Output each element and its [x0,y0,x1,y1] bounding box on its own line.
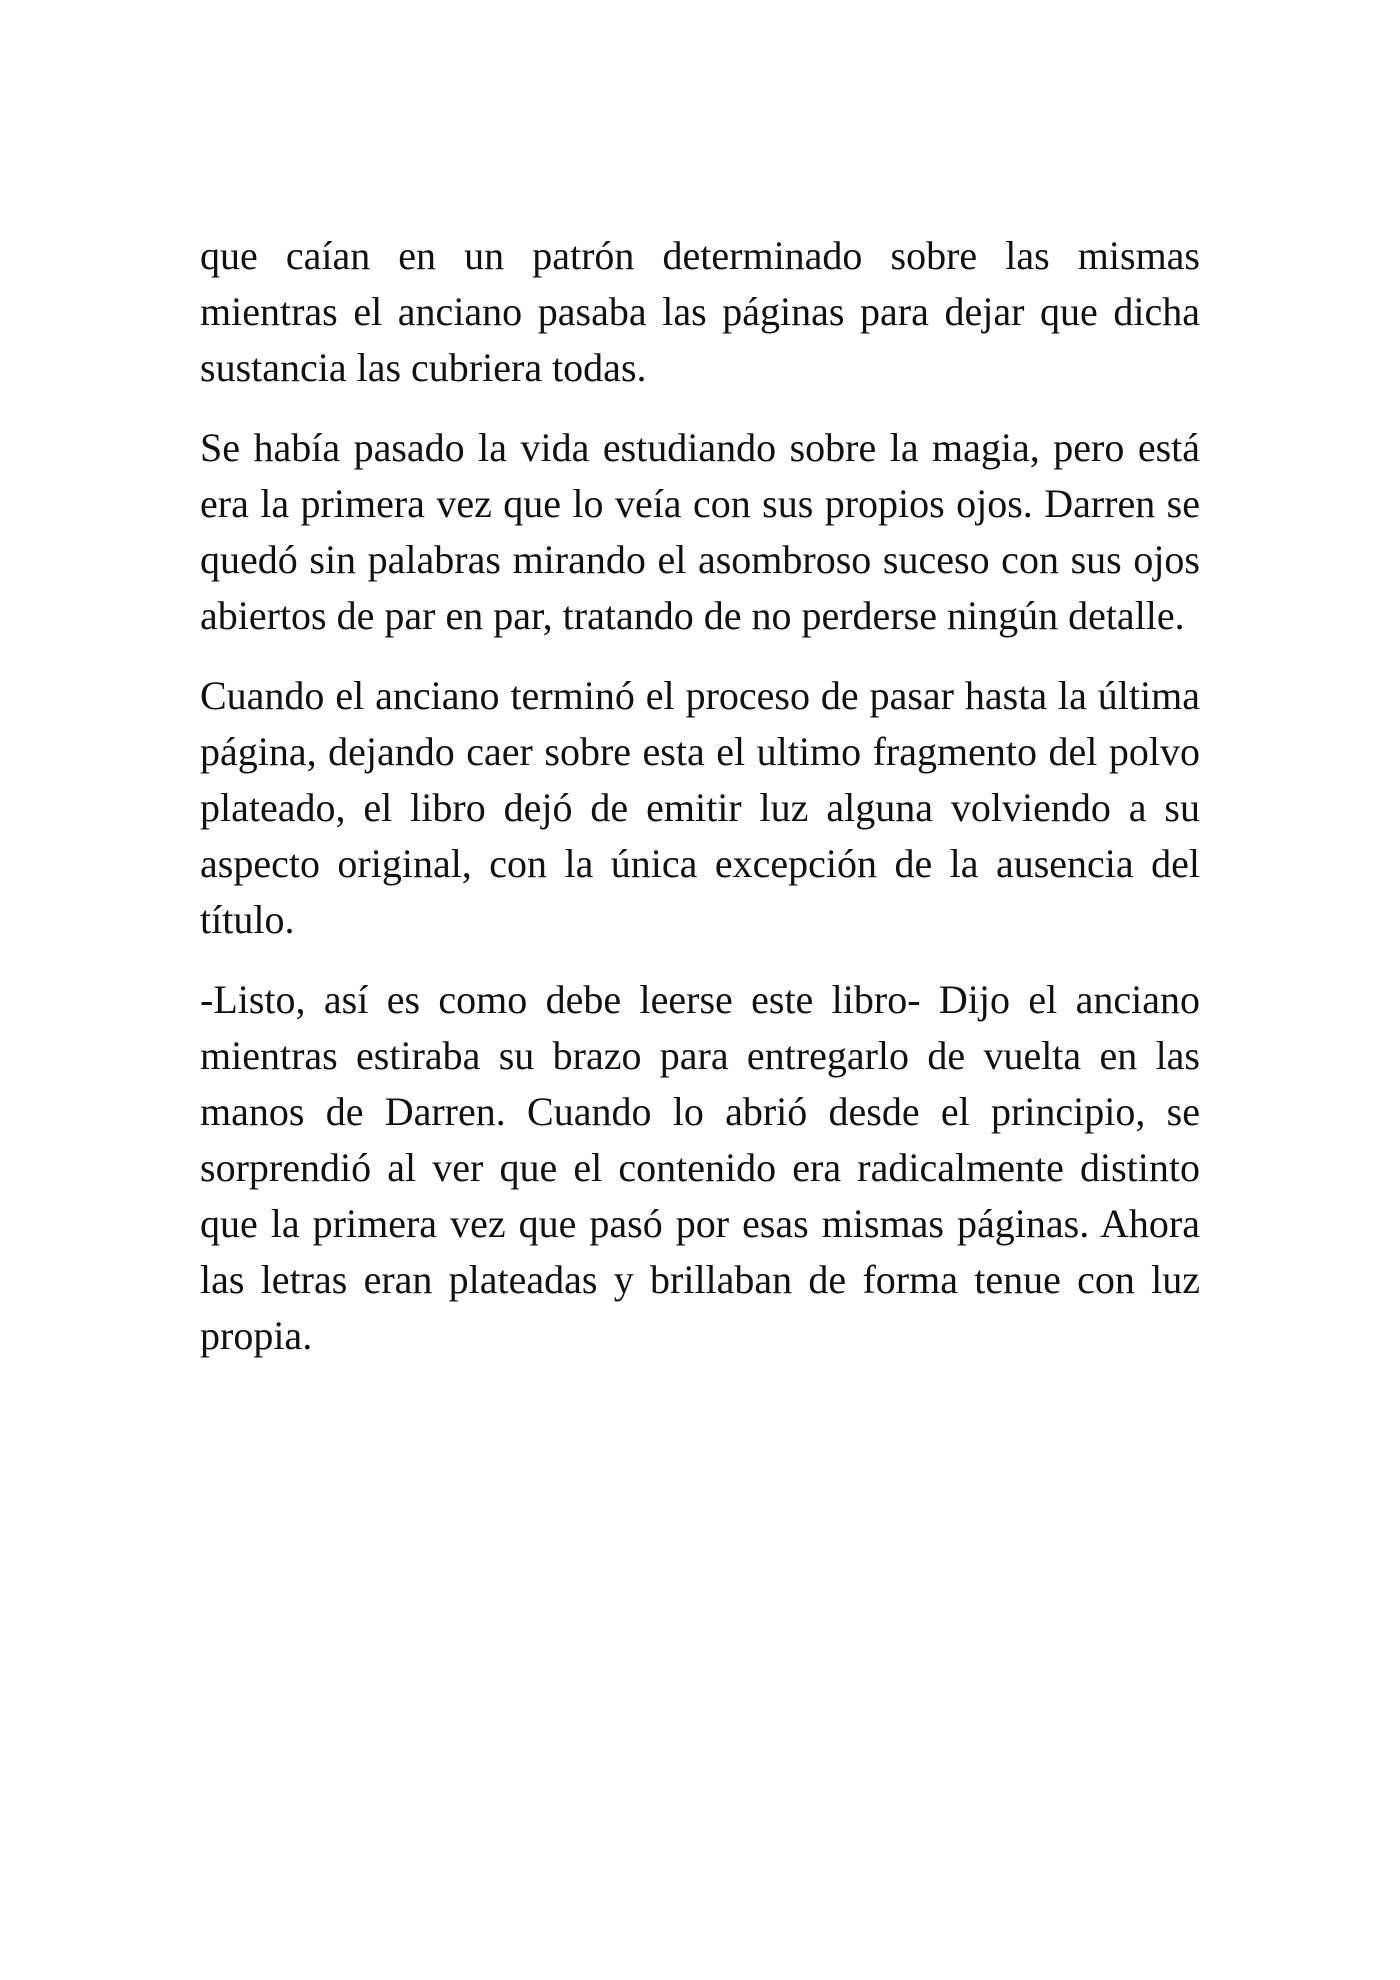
paragraph: -Listo, así es como debe leerse este libro- Dijo el anciano mientras estiraba su brazo para entregarlo de vuelta en las manos de Darren. Cuando lo abrió desde el principio, se sorprendió al ver que el contenido era radicalmente distinto que la primera vez que pasó por esas mismas páginas. Ahora las letras eran plateadas y brillaban de forma tenue con luz propia. [200,977,1200,1358]
paragraph: que caían en un patrón determinado sobre las mismas mientras el anciano pasaba las páginas para dejar que dicha sustancia las cubriera todas. [200,233,1200,390]
paragraph: Se había pasado la vida estudiando sobre la magia, pero está era la primera vez que lo veía con sus propios ojos. Darren se quedó sin palabras mirando el asombroso suceso con sus ojos abiertos de par en par, tratando de no perderse ningún detalle. [200,425,1200,638]
body-text [200,228,1200,1388]
paragraph: Cuando el anciano terminó el proceso de pasar hasta la última página, dejando caer sobre esta el ultimo fragmento del polvo plateado, el libro dejó de emitir luz alguna volviendo a su aspecto original, con la única excepción de la ausencia del título. [200,673,1200,942]
